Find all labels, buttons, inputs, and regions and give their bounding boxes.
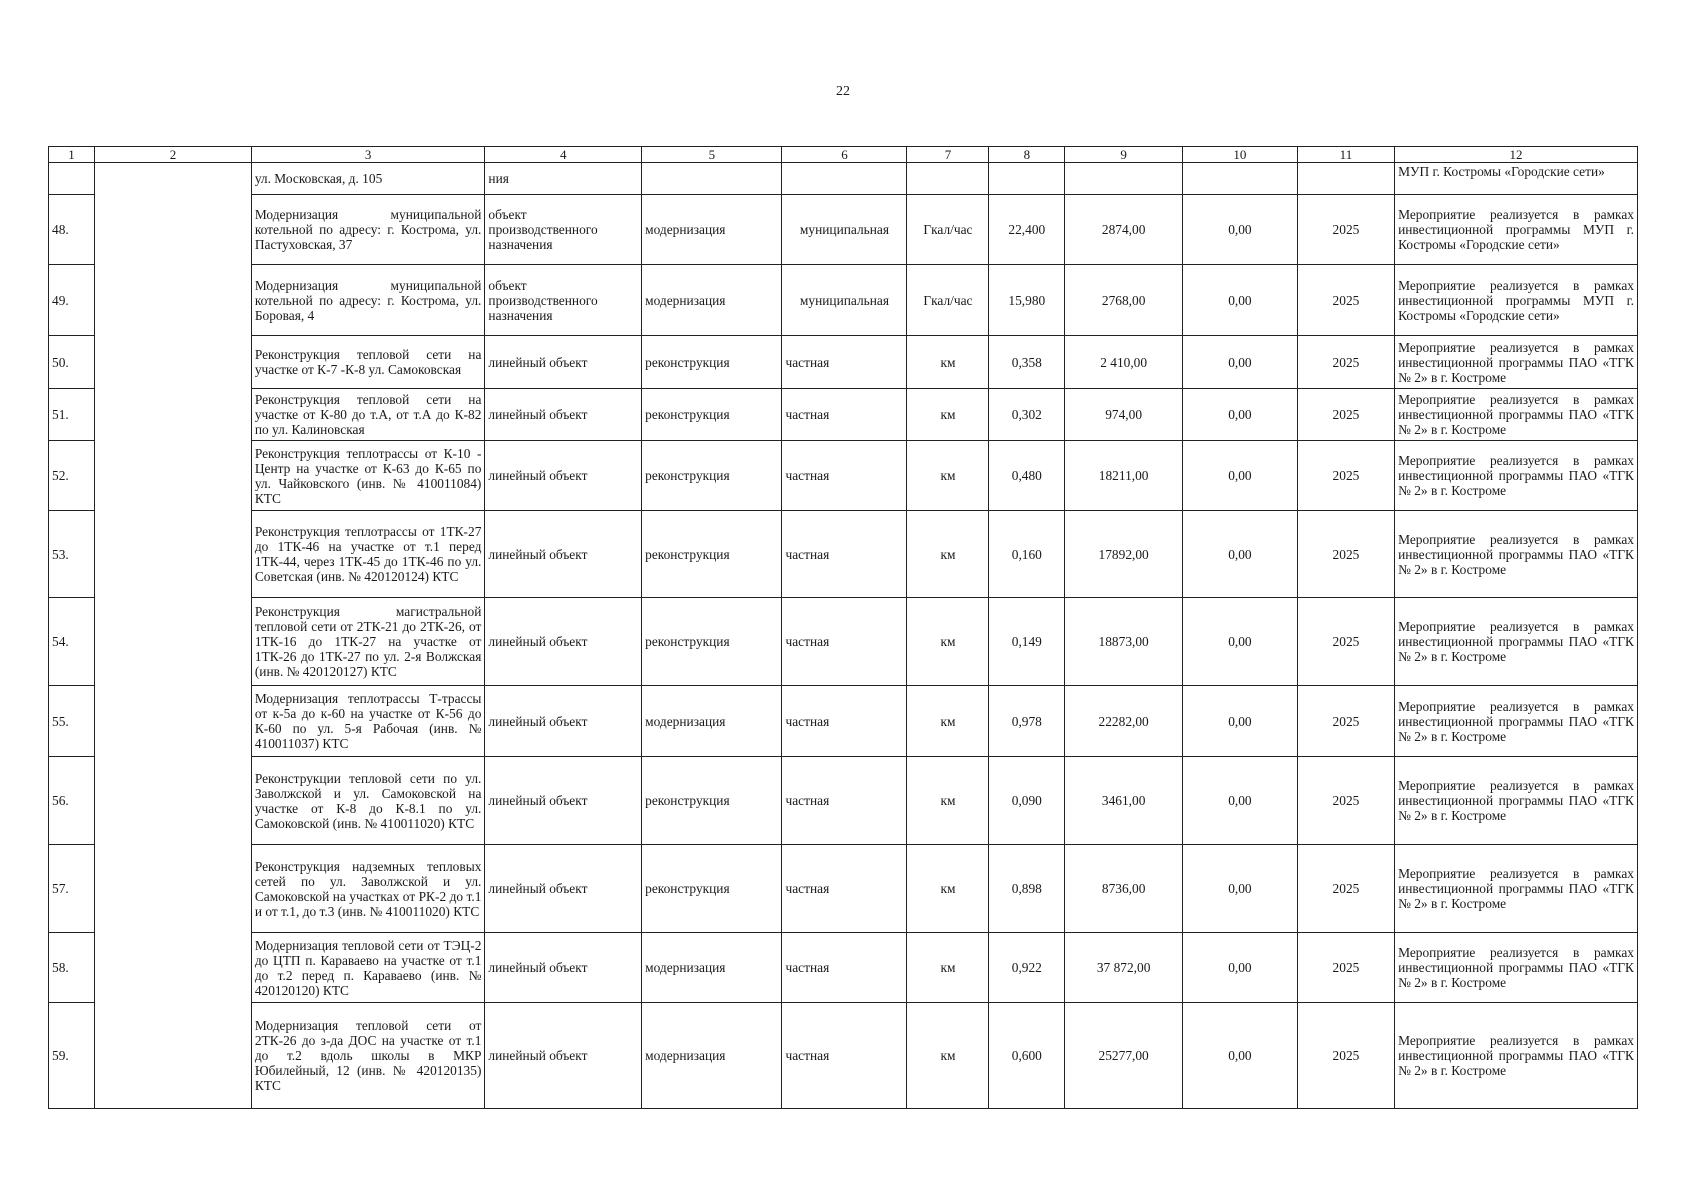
object-type-cell: линейный объект [485, 933, 642, 1003]
ownership-cell: частная [782, 336, 907, 389]
unit-cell: км [907, 511, 989, 598]
unit-cell: км [907, 441, 989, 511]
value-cell: 0,922 [989, 933, 1065, 1003]
object-type-cell: линейный объект [485, 336, 642, 389]
work-type-cell: реконструкция [642, 441, 782, 511]
year-cell: 2025 [1297, 441, 1394, 511]
unit-cell: км [907, 389, 989, 441]
work-type-cell: реконструкция [642, 845, 782, 933]
value-cell: 0,978 [989, 686, 1065, 757]
cost-cell: 2768,00 [1065, 265, 1183, 336]
column-header: 12 [1395, 147, 1638, 163]
note-cell: Мероприятие реализуется в рамках инвестиционной программы ПАО «ТГК № 2» в г. Костроме [1395, 686, 1638, 757]
table-row [49, 686, 1638, 757]
ownership-cell: частная [782, 1003, 907, 1109]
year-cell: 2025 [1297, 389, 1394, 441]
description-cell: Реконструкция магистральной тепловой сети от 2ТК-21 до 2ТК-26, от 1ТК-16 до 1ТК-27 на участке от 1ТК-26 до 1ТК-27 по ул. 2-я Волжская (инв. № 420120127) КТС [251, 598, 485, 686]
object-type-cell: линейный объект [485, 389, 642, 441]
cost-cell: 17892,00 [1065, 511, 1183, 598]
col10-cell: 0,00 [1183, 1003, 1298, 1109]
column-header: 1 [49, 147, 95, 163]
description-cell: ул. Московская, д. 105 [251, 163, 485, 195]
page-number: 22 [836, 84, 850, 99]
column-number-row [49, 147, 1638, 163]
col10-cell: 0,00 [1183, 195, 1298, 265]
object-type-cell: объект производственного назначения [485, 265, 642, 336]
ownership-cell: муниципальная [782, 265, 907, 336]
note-cell: Мероприятие реализуется в рамках инвестиционной программы ПАО «ТГК № 2» в г. Костроме [1395, 757, 1638, 845]
table-row [49, 195, 1638, 265]
column-header: 6 [782, 147, 907, 163]
unit-cell: Гкал/час [907, 195, 989, 265]
note-cell: Мероприятие реализуется в рамках инвестиционной программы ПАО «ТГК № 2» в г. Костроме [1395, 511, 1638, 598]
cost-cell: 25277,00 [1065, 1003, 1183, 1109]
unit-cell: Гкал/час [907, 265, 989, 336]
work-type-cell: реконструкция [642, 598, 782, 686]
table-row-continued [49, 163, 1638, 195]
work-type-cell: реконструкция [642, 389, 782, 441]
note-cell: Мероприятие реализуется в рамках инвестиционной программы ПАО «ТГК № 2» в г. Костроме [1395, 598, 1638, 686]
note-cell: Мероприятие реализуется в рамках инвестиционной программы ПАО «ТГК № 2» в г. Костроме [1395, 845, 1638, 933]
work-type-cell: реконструкция [642, 336, 782, 389]
cost-cell: 3461,00 [1065, 757, 1183, 845]
note-cell: Мероприятие реализуется в рамках инвестиционной программы МУП г. Костромы «Городские сети» [1395, 195, 1638, 265]
row-number-cell: 48. [49, 195, 95, 265]
ownership-cell: частная [782, 845, 907, 933]
column-2-cell [95, 163, 252, 1109]
empty-cell [642, 163, 782, 195]
row-number-cell: 52. [49, 441, 95, 511]
object-type-cell: линейный объект [485, 686, 642, 757]
table-row [49, 845, 1638, 933]
unit-cell: км [907, 336, 989, 389]
note-cell: Мероприятие реализуется в рамках инвестиционной программы ПАО «ТГК № 2» в г. Костроме [1395, 1003, 1638, 1109]
year-cell: 2025 [1297, 195, 1394, 265]
note-cell: Мероприятие реализуется в рамках инвестиционной программы ПАО «ТГК № 2» в г. Костроме [1395, 933, 1638, 1003]
row-number-cell: 58. [49, 933, 95, 1003]
ownership-cell: частная [782, 389, 907, 441]
year-cell: 2025 [1297, 845, 1394, 933]
col10-cell: 0,00 [1183, 598, 1298, 686]
object-type-cell: линейный объект [485, 757, 642, 845]
row-number-cell [49, 163, 95, 195]
cost-cell: 18873,00 [1065, 598, 1183, 686]
description-cell: Реконструкция тепловой сети на участке от К-80 до т.А, от т.А до К-82 по ул. Калиновская [251, 389, 485, 441]
row-number-cell: 53. [49, 511, 95, 598]
column-header: 11 [1297, 147, 1394, 163]
ownership-cell: частная [782, 441, 907, 511]
description-cell: Модернизация теплотрассы Т-трассы от к-5а до к-60 на участке от К-56 до К-60 по ул. 5-я Рабочая (инв. № 410011037) КТС [251, 686, 485, 757]
table-row [49, 1003, 1638, 1109]
table-row [49, 265, 1638, 336]
value-cell: 0,302 [989, 389, 1065, 441]
column-header: 10 [1183, 147, 1298, 163]
empty-cell [782, 163, 907, 195]
year-cell: 2025 [1297, 265, 1394, 336]
cost-cell: 18211,00 [1065, 441, 1183, 511]
unit-cell: км [907, 845, 989, 933]
col10-cell: 0,00 [1183, 336, 1298, 389]
row-number-cell: 59. [49, 1003, 95, 1109]
empty-cell [1065, 163, 1183, 195]
table-row [49, 389, 1638, 441]
col10-cell: 0,00 [1183, 441, 1298, 511]
column-header: 3 [251, 147, 485, 163]
cost-cell: 974,00 [1065, 389, 1183, 441]
cost-cell: 37 872,00 [1065, 933, 1183, 1003]
note-cell: Мероприятие реализуется в рамках инвестиционной программы ПАО «ТГК № 2» в г. Костроме [1395, 441, 1638, 511]
description-cell: Модернизация муниципальной котельной по адресу: г. Кострома, ул. Боровая, 4 [251, 265, 485, 336]
object-type-cell: линейный объект [485, 511, 642, 598]
year-cell: 2025 [1297, 686, 1394, 757]
value-cell: 0,149 [989, 598, 1065, 686]
table-row [49, 757, 1638, 845]
object-type-cell: линейный объект [485, 1003, 642, 1109]
row-number-cell: 57. [49, 845, 95, 933]
value-cell: 15,980 [989, 265, 1065, 336]
table-row [49, 598, 1638, 686]
cost-cell: 2874,00 [1065, 195, 1183, 265]
object-type-cell: объект производственного назначения [485, 195, 642, 265]
row-number-cell: 49. [49, 265, 95, 336]
row-number-cell: 56. [49, 757, 95, 845]
row-number-cell: 51. [49, 389, 95, 441]
year-cell: 2025 [1297, 933, 1394, 1003]
object-type-cell: линейный объект [485, 845, 642, 933]
column-header: 7 [907, 147, 989, 163]
row-number-cell: 50. [49, 336, 95, 389]
column-header: 5 [642, 147, 782, 163]
table-row [49, 933, 1638, 1003]
work-type-cell: реконструкция [642, 511, 782, 598]
year-cell: 2025 [1297, 336, 1394, 389]
description-cell: Реконструкция надземных тепловых сетей по ул. Заволжской и ул. Самоковской на участках от РК-2 до т.1 и от т.1, до т.3 (инв. № 410011020) КТС [251, 845, 485, 933]
work-type-cell: модернизация [642, 1003, 782, 1109]
unit-cell: км [907, 933, 989, 1003]
value-cell: 0,090 [989, 757, 1065, 845]
column-header: 4 [485, 147, 642, 163]
col10-cell: 0,00 [1183, 933, 1298, 1003]
unit-cell: км [907, 757, 989, 845]
note-cell: Мероприятие реализуется в рамках инвестиционной программы ПАО «ТГК № 2» в г. Костроме [1395, 389, 1638, 441]
col10-cell: 0,00 [1183, 845, 1298, 933]
col10-cell: 0,00 [1183, 686, 1298, 757]
description-cell: Реконструкции тепловой сети по ул. Заволжской и ул. Самоковской на участке от К-8 до К-8.1 по ул. Самоковской (инв. № 410011020) КТС [251, 757, 485, 845]
row-number-cell: 54. [49, 598, 95, 686]
empty-cell [1183, 163, 1298, 195]
column-header: 9 [1065, 147, 1183, 163]
cost-cell: 2 410,00 [1065, 336, 1183, 389]
work-type-cell: модернизация [642, 265, 782, 336]
measures-table [48, 146, 1638, 1109]
empty-cell [1297, 163, 1394, 195]
note-cell: Мероприятие реализуется в рамках инвестиционной программы МУП г. Костромы «Городские сети» [1395, 265, 1638, 336]
object-type-cell: ния [485, 163, 642, 195]
ownership-cell: частная [782, 598, 907, 686]
column-header: 8 [989, 147, 1065, 163]
description-cell: Модернизация муниципальной котельной по адресу: г. Кострома, ул. Пастуховская, 37 [251, 195, 485, 265]
year-cell: 2025 [1297, 1003, 1394, 1109]
note-cell: Мероприятие реализуется в рамках инвестиционной программы ПАО «ТГК № 2» в г. Костроме [1395, 336, 1638, 389]
table-row [49, 441, 1638, 511]
value-cell: 0,358 [989, 336, 1065, 389]
unit-cell: км [907, 598, 989, 686]
description-cell: Реконструкция теплотрассы от 1ТК-27 до 1ТК-46 на участке от т.1 перед 1ТК-44, через 1ТК-45 до 1ТК-46 по ул. Советская (инв. № 420120124) КТС [251, 511, 485, 598]
unit-cell: км [907, 686, 989, 757]
object-type-cell: линейный объект [485, 441, 642, 511]
column-header: 2 [95, 147, 252, 163]
work-type-cell: реконструкция [642, 757, 782, 845]
year-cell: 2025 [1297, 598, 1394, 686]
year-cell: 2025 [1297, 511, 1394, 598]
ownership-cell: частная [782, 686, 907, 757]
description-cell: Реконструкция теплотрассы от К-10 - Центр на участке от К-63 до К-65 по ул. Чайковского (инв. № 410011084) КТС [251, 441, 485, 511]
row-number-cell: 55. [49, 686, 95, 757]
value-cell: 0,600 [989, 1003, 1065, 1109]
description-cell: Модернизация тепловой сети от ТЭЦ-2 до ЦТП п. Караваево на участке от т.1 до т.2 перед п. Караваево (инв. № 420120120) КТС [251, 933, 485, 1003]
work-type-cell: модернизация [642, 933, 782, 1003]
ownership-cell: частная [782, 511, 907, 598]
object-type-cell: линейный объект [485, 598, 642, 686]
col10-cell: 0,00 [1183, 265, 1298, 336]
table-row [49, 336, 1638, 389]
value-cell: 22,400 [989, 195, 1065, 265]
value-cell: 0,898 [989, 845, 1065, 933]
description-cell: Модернизация тепловой сети от 2ТК-26 до з-да ДОС на участке от т.1 до т.2 вдоль школы в МКР Юбилейный, 12 (инв. № 420120135) КТС [251, 1003, 485, 1109]
value-cell: 0,160 [989, 511, 1065, 598]
col10-cell: 0,00 [1183, 389, 1298, 441]
work-type-cell: модернизация [642, 686, 782, 757]
table-row [49, 511, 1638, 598]
ownership-cell: частная [782, 757, 907, 845]
empty-cell [907, 163, 989, 195]
ownership-cell: муниципальная [782, 195, 907, 265]
ownership-cell: частная [782, 933, 907, 1003]
empty-cell [989, 163, 1065, 195]
work-type-cell: модернизация [642, 195, 782, 265]
cost-cell: 8736,00 [1065, 845, 1183, 933]
cost-cell: 22282,00 [1065, 686, 1183, 757]
note-cell: МУП г. Костромы «Городские сети» [1395, 163, 1638, 195]
unit-cell: км [907, 1003, 989, 1109]
col10-cell: 0,00 [1183, 511, 1298, 598]
col10-cell: 0,00 [1183, 757, 1298, 845]
value-cell: 0,480 [989, 441, 1065, 511]
description-cell: Реконструкция тепловой сети на участке от К-7 -К-8 ул. Самоковская [251, 336, 485, 389]
year-cell: 2025 [1297, 757, 1394, 845]
